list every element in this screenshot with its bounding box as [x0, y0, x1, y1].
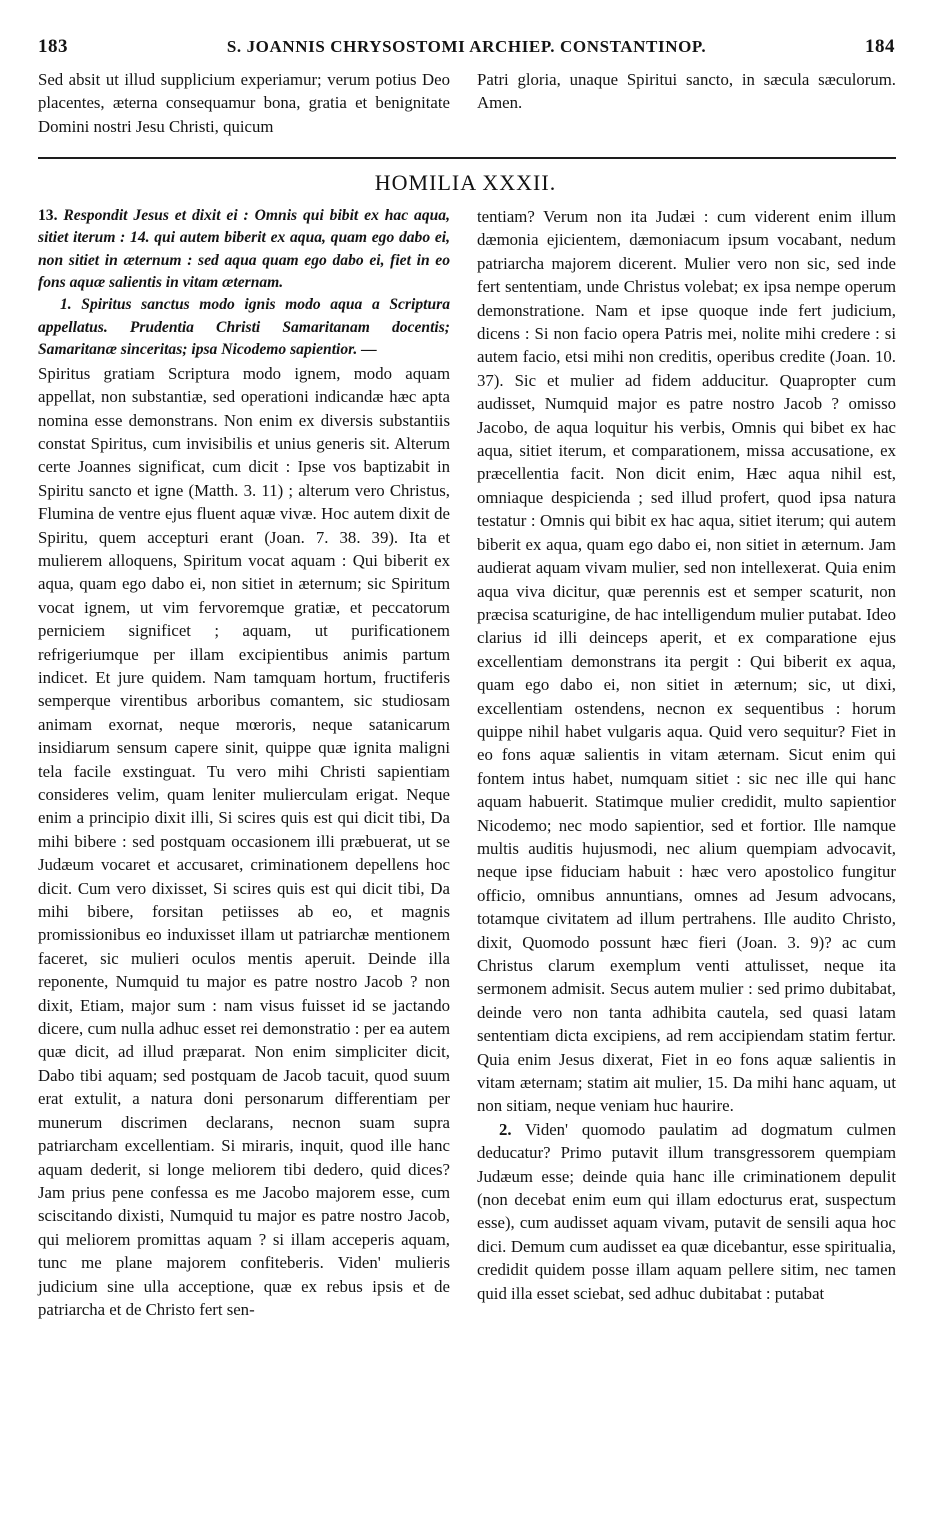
verse-number: 13.	[38, 207, 58, 224]
prior-homily-end-text: Sed absit ut illud supplicium experiamur; verum potius Deo placentes, æterna consequamur bona, gratia et benignitate Domini nostri Jesu Christi, quicum	[38, 70, 450, 136]
running-header	[38, 36, 895, 62]
left-page-number: 183	[38, 36, 68, 57]
section-2-number: 2.	[499, 1119, 512, 1139]
section-divider	[38, 157, 896, 159]
verse-text: Respondit Jesus et dixit ei : Omnis qui bibit ex hac aqua, sitiet iterum : 14. qui autem biberit ex aqua, quam ego dabo ei, non sitiet in æternum : sed aqua quam ego dabo ei, fiet in eo fons aquæ salientis in vitam æternam.	[38, 207, 450, 291]
prior-homily-end-left	[38, 68, 450, 138]
prior-homily-end-right	[477, 68, 896, 115]
right-page-number: 184	[865, 36, 895, 57]
running-title: S. JOANNIS CHRYSOSTOMI ARCHIEP. CONSTANTINOP.	[226, 37, 707, 56]
right-column-body: tentiam? Verum non ita Judæi : cum viderent enim illum dæmonia ejicientem, dæmoniacum ipsum vocabant, nedum patriarcha majorem dicerent. Mulier vero non sic, sed inde fert sententiam, unde Christus volebat; ex ipsa nempe operum demonstratione. Nam et ipse quoque inde fert judicium, dicens : Si non facio opera Patris mei, nolite mihi credere : si autem facio, etsi mihi non creditis, operibus credite (Joan. 10. 37). Sic et mulier ad fidem adducitur. Quapropter cum audisset, Numquid major es patre nostro Jacob ? omisso Jacobo, de aqua loquitur his verbis, Omnis qui bibet ex hac aqua, sitiet iterum, et comparationem, missa accusatione, ex præcellentia facit. Non dicit enim, Hæc aqua nihil est, omniaque despicienda ; sed illud profert, quod ipsa natura testatur : Omnis qui bibit ex hac aqua, sitiet iterum; qui autem biberit ex aqua, quam ego dabo ei, non sitiet in æternum. Jam audierat aquam vivam mulier, sed non intellexerat. Quia enim aqua viva dicitur, quæ perennis est et semper scaturit, non præcisa scaturigine, de hac intelligendum mulier putabat. Ideo clarius id illi deinceps aperit, et ex comparatione ejus excellentiam demonstrans ita pergit : Qui biberit ex aqua, quam ego dabo ei, non sitiet in æternum; sic, ut dixi, excellentiam ostendens, necnon ex sequentibus : horum quippe nihil habet vulgaris aqua. Quid vero sequitur? Fiet in eo fons aquæ salientis in vitam æternam. Sicut enim qui fontem intus habet, numquam sitiet : sic nec ille qui hanc aquam habuerit. Statimque mulier credidit, multo sapientior Nicodemo; nec modo sapientior, sed et fortior. Ille namque multis auditis hujusmodi, nec alium quempiam advocavit, neque ipse fiduciam habuit : hæc vero apostolico fungitur officio, omnibus annuntians, omnes ad Jesum advocans, totamque civitatem ad illum pertrahens. Ille audito Christo, dixit, Quomodo possunt hæc fieri (Joan. 3. 9)? ac cum Christus clarum exemplum venti attulisset, neque ita sermonem admisit. Secus autem mulier : sed primo dubitabat, deinde vero non tanta adhibita cautela, sed quasi latam sententiam dicta excipiens, ad rem accipiendam statim fertur. Quia enim Jesus dixerat, Fiet in eo fons aquæ salientis in vitam æternam; statim ait mulier, 15. Da mihi hanc aquam, ut non sitiam, neque veniam huc haurire.	[477, 207, 896, 1116]
section-1-number: 1.	[60, 296, 72, 314]
left-column	[38, 205, 450, 1321]
scripture-verse	[38, 205, 450, 294]
doxology-text: Patri gloria, unaque Spiritui sancto, in sæcula sæculorum. Amen.	[477, 70, 896, 113]
section-2-text: Viden' quomodo paulatim ad dogmatum culmen deducatur? Primo putavit illum transgressorem quempiam Judæum esse; deinde quia hanc ille criminationem depulit (non decebat enim eum qui illam edocturus erat, suspectum esse), cum audisset aquam vivam, putavit de sensili aqua hoc dici. Demum cum audisset ea quæ dicebantur, esse spiritualia, credidit quidem posse illam aquam pellere sitim, nec tamen quid illa esset sciebat, sed adhuc dubitabat : putabat	[477, 1119, 896, 1303]
section-1-summary-text: Spiritus sanctus modo ignis modo aqua a Scriptura appellatus. Prudentia Christi Samaritanam docentis; Samaritanæ sinceritas; ipsa Nicodemo sapientior. —	[38, 296, 450, 359]
left-column-body: Spiritus gratiam Scriptura modo ignem, modo aquam appellat, non substantiæ, sed operationi indicandæ hæc apta nomina esse demonstrans. Non enim ex diversis substantiis constat Spiritus, cum invisibilis et unius generis sit. Alterum certe Joannes significat, cum dicit : Ipse vos baptizabit in Spiritu sancto et igne (Matth. 3. 11) ; alterum vero Christus, Flumina de ventre ejus fluent aquæ vivæ. Hoc autem dixit de Spiritu, quem accepturi erant (Joan. 7. 38. 39). Ita et mulierem alloquens, Spiritum vocat aquam : Qui biberit ex aqua, quam ego dabo ei, non sitiet in æternum; sic Spiritum vocat ignem, ut vim fervoremque gratiæ, et peccatorum perniciem significet ; aquam, ut purificationem refrigeriumque per illam excipientibus animis partum indicet. Et jure quidem. Nam tamquam hortum, fructiferis semperque virentibus arboribus comantem, sic studiosam animam exornat, neque mœroris, neque satanicarum insidiarum sensum capere sinit, quippe quæ ignita maligni tela facile exstinguat. Tu vero mihi Christi sapientiam consideres velim, quam leniter mulierculam erigat. Neque enim a principio dixit illi, Si scires quis est qui dicit tibi, Da mihi bibere : sed postquam occasionem illi præbuerat, ut se Judæum vocaret et accusaret, criminationem depellens hoc dicit. Cum vero dixisset, Si scires quis est qui dicit tibi, Da mihi bibere, forsitan petiisses ab eo, et magnis promissionibus eo induxisset illam ut patriarchæ mentionem faceret, sic mulieri oculos mentis aperuit. Deinde illa reponente, Numquid tu major es patre nostro Jacob ? non dixit, Etiam, major sum : nam visus fuisset id se jactando dicere, cum nulla adhuc esset rei demonstratio : per ea autem quæ dicit, ad illud præparat. Non enim simpliciter dicit, Dabo tibi aquam; sed postquam de Jacob tacuit, quod suum erat extulit, a natura doni personarum differentiam per munerum discrimen declarans, necnon suam supra patriarcham excellentiam. Si miraris, inquit, quod ille hanc aquam dederit, si longe meliorem tibi dedero, quid dices? Jam prius pene confessa es me Jacobo majorem esse, cum sciscitando dixisti, Numquid tu major es patre nostro Jacob, qui meliorem promittas aquam ? si illam acceperis aquam, tunc me plane majorem confiteberis. Viden' mulieris judicium sine ulla acceptione, quæ ex rebus ipsis et de patriarcha et de Christo fert sen-	[38, 363, 450, 1319]
section-1-summary	[38, 294, 450, 362]
homily-title: HOMILIA XXXII.	[374, 170, 557, 195]
section-2-paragraph	[477, 1118, 896, 1305]
right-column	[477, 205, 896, 1305]
